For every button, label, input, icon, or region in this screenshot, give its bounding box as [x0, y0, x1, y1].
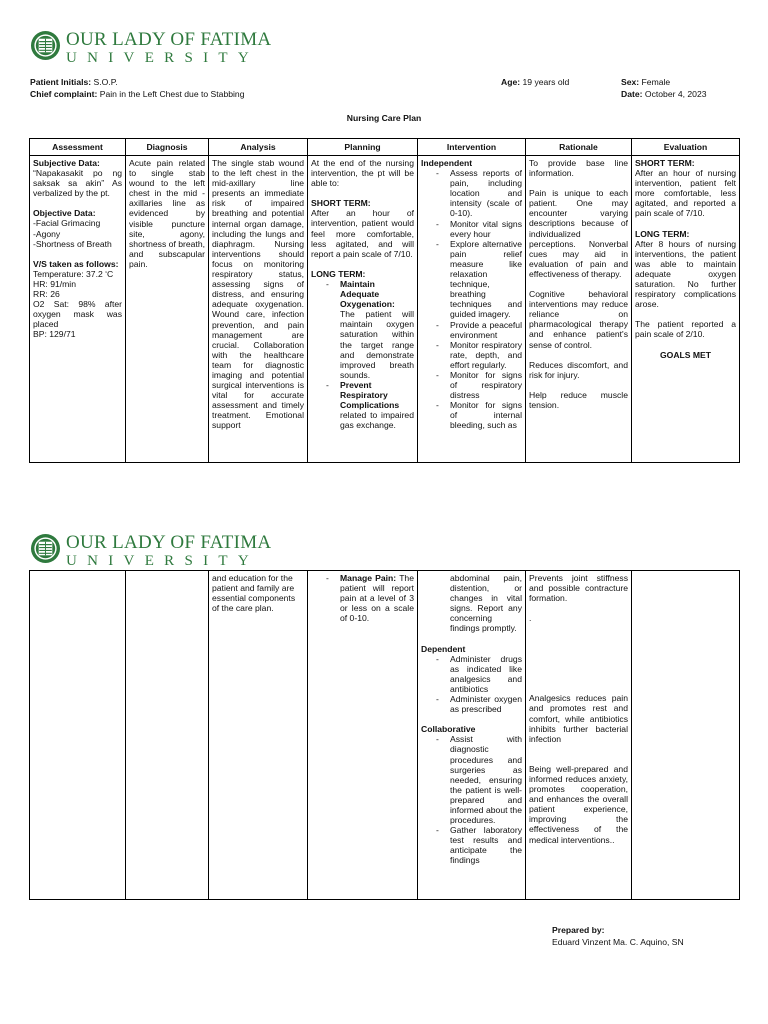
rationale-item: Cognitive behavioral interventions may reduce reliance on pharmacological therapy and enhance patient's sense of control. [529, 289, 628, 350]
objective-label: Objective Data: [33, 208, 96, 219]
rationale-cell [526, 571, 632, 900]
planning-goal-title: - Maintain Adequate Oxygenation: [340, 278, 395, 310]
planning-cell [308, 571, 418, 900]
planning-goal [326, 380, 414, 430]
planning-goal [326, 279, 414, 380]
age-row [501, 77, 569, 87]
col-header-planning: Planning [308, 139, 418, 156]
prepared-by-label: Prepared by: [552, 925, 605, 935]
col-header-diagnosis: Diagnosis [126, 139, 209, 156]
rationale-item: Prevents joint stiffness and possible contracture formation. [529, 573, 628, 604]
evaluation-report-text: The patient reported a pain scale of 2/10. [635, 319, 736, 340]
subjective-text: “Napakasakit po ng saksak sa akin” As verbalized by the pt. [33, 168, 122, 199]
evaluation-short-term-label: SHORT TERM: [635, 158, 695, 168]
diagnosis-text: Acute pain related to single stab wound to the left chest in the mid - axillaries line as evidenced by visible puncture site, agony, shortness of breath, and subscapular pain. [129, 158, 205, 269]
planning-goal-title: Manage Pain: [340, 573, 397, 583]
vital-signs-label: V/S taken as follows: [33, 258, 119, 269]
university-seal-icon [30, 533, 61, 564]
planning-cell [308, 156, 418, 463]
planning-intro: At the end of the nursing intervention, the pt will be able to: [311, 158, 414, 189]
rationale-item: Being well-prepared and informed reduces anxiety, promotes cooperation, and enhances the overall patient experience, improving the effectiveness of the medical interventions.. [529, 763, 628, 845]
assessment-cell [30, 156, 126, 463]
prepared-by-name: Eduard Vinzent Ma. C. Aquino, SN [552, 936, 684, 947]
date-row [621, 89, 707, 99]
rationale-item: To provide base line information. [529, 158, 628, 179]
chief-complaint-label: Chief complaint: [30, 89, 98, 99]
intervention-item: - Administer oxygen as prescribed [436, 694, 522, 714]
col-header-evaluation: Evaluation [632, 139, 740, 156]
analysis-cell [209, 571, 308, 900]
col-header-analysis: Analysis [209, 139, 308, 156]
university-logo [30, 30, 271, 67]
university-name-line1: OUR LADY OF FATIMA [66, 29, 272, 50]
care-plan-table-1 [29, 138, 740, 463]
dependent-label: Dependent [421, 643, 466, 654]
subjective-label: Subjective Data: [33, 158, 100, 168]
planning-short-term-text: After an hour of intervention, patient would feel more comfortable, less agitated, and will report a pain scale of 7/10. [311, 208, 414, 259]
rationale-item: Pain is unique to each patient. One may encounter varying descriptions because of individualized perceptions. Nonverbal cues may aid in evaluation of pain and effectiveness of therapy. [529, 188, 628, 279]
vital-sign-item: BP: 129/71 [33, 329, 76, 340]
rationale-item: Analgesics reduces pain and promotes rest and comfort, while antibiotics inhibits further bacterial infection [529, 693, 628, 744]
rationale-item: . [529, 613, 532, 624]
university-name-line2: UNIVERSITY [66, 553, 259, 569]
university-name-line1: OUR LADY OF FATIMA [66, 532, 272, 553]
table-row [30, 156, 740, 463]
university-name-line2: UNIVERSITY [66, 50, 259, 66]
intervention-item: - Assist with diagnostic procedures and surgeries as needed, ensuring the patient is well-prepared and informed about the procedures. [436, 734, 522, 825]
assessment-cell [30, 571, 126, 900]
patient-initials-row [30, 77, 118, 87]
rationale-cell [526, 156, 632, 463]
goals-met-label: GOALS MET [659, 349, 712, 360]
intervention-item: - Monitor respiratory rate, depth, and effort regularly. [436, 340, 522, 370]
objective-item: -Facial Grimacing [33, 218, 101, 229]
patient-initials-label: Patient Initials: [30, 77, 92, 87]
planning-goal [326, 573, 414, 623]
university-seal-icon [30, 30, 61, 61]
evaluation-short-term-text: After an hour of nursing intervention, patient felt more comfortable, less agitated, and reported a pain scale of 7/10. [635, 168, 736, 219]
planning-long-term-label: LONG TERM: [311, 268, 366, 279]
vital-sign-item: Temperature: 37.2 ‘C [33, 268, 114, 279]
date-label: Date: [621, 89, 643, 99]
rationale-item: Reduces discomfort, and risk for injury. [529, 359, 628, 380]
age-value: 19 years old [522, 77, 570, 87]
intervention-item: - Assess reports of pain, including location and intensity (scale of 0-10). [436, 168, 522, 218]
table-row [30, 571, 740, 900]
sex-label: Sex: [621, 77, 640, 87]
evaluation-long-term-label: LONG TERM: [635, 228, 690, 239]
patient-info [30, 77, 750, 103]
diagnosis-cell [126, 156, 209, 463]
patient-initials: S.O.P. [93, 77, 118, 87]
date-value: October 4, 2023 [644, 89, 707, 99]
vital-sign-item: RR: 26 [33, 289, 60, 300]
evaluation-cell [632, 156, 740, 463]
care-plan-table-2 [29, 570, 740, 900]
intervention-item: - Provide a peaceful environment [436, 320, 522, 340]
evaluation-cell [632, 571, 740, 900]
planning-goal-text: The patient will report pain at a level of 3 or less on a scale of 0-10. [340, 573, 414, 624]
vital-sign-item: O2 Sat: 98% after oxygen mask was placed [33, 299, 122, 330]
intervention-item: - Monitor for signs of respiratory distress [436, 370, 522, 400]
sex-row [621, 77, 670, 87]
col-header-rationale: Rationale [526, 139, 632, 156]
intervention-continued: abdominal pain, distention, or changes in vital signs. Report any concerning findings promptly. [450, 573, 522, 634]
analysis-text: The single stab wound to the left chest in the mid-axillary line presents an immediate risk of impaired breathing and potential internal organ damage, including the lungs and diaphragm. Nursing interventions should focus on monitoring respiratory status, assessing signs of distress, and ensuring adequate oxygenation. Wound care, infection prevention, and pain management are crucial. Collaboration with the healthcare team for diagnostic imaging and potential surgical interventions is vital for accurate assessment and timely treatment. Emotional support [212, 158, 304, 431]
intervention-item: - Gather laboratory test results and anticipate the findings [436, 825, 522, 865]
analysis-text: and education for the patient and family are essential components of the care plan. [212, 573, 296, 614]
rationale-item: Help reduce muscle tension. [529, 389, 628, 410]
collaborative-label: Collaborative [421, 724, 476, 735]
university-logo [30, 533, 271, 570]
evaluation-long-term-text: After 8 hours of nursing interventions, the patient was able to maintain adequate oxygen saturation. No further respiratory complications arose. [635, 238, 736, 310]
chief-complaint-row [30, 89, 244, 99]
intervention-item: - Explore alternative pain relief measure like relaxation technique, breathing techniques and guided imagery. [436, 239, 522, 320]
objective-item: -Shortness of Breath [33, 238, 112, 249]
objective-item: -Agony [33, 228, 61, 239]
independent-label: Independent [421, 158, 473, 168]
planning-goal-text: The patient will maintain oxygen saturation within the target range and demonstrate improved breath sounds. [340, 309, 414, 380]
intervention-item: - Monitor vital signs every hour [436, 219, 522, 239]
intervention-cell [418, 571, 526, 900]
page-title: Nursing Care Plan [346, 113, 422, 123]
diagnosis-cell [126, 571, 209, 900]
intervention-cell [418, 156, 526, 463]
col-header-intervention: Intervention [418, 139, 526, 156]
planning-goal-title: - Prevent Respiratory Complications [340, 379, 400, 411]
planning-short-term-label: SHORT TERM: [311, 198, 371, 209]
col-header-assessment: Assessment [30, 139, 126, 156]
analysis-cell [209, 156, 308, 463]
planning-goal-text: related to impaired gas exchange. [340, 410, 414, 431]
prepared-by [552, 925, 684, 948]
sex-value: Female [641, 77, 671, 87]
intervention-item: - Administer drugs as indicated like analgesics and antibiotics [436, 654, 522, 694]
table-header-row [30, 139, 740, 156]
vital-sign-item: HR: 91/min [33, 278, 76, 289]
age-label: Age: [501, 77, 521, 87]
intervention-item: - Monitor for signs of internal bleeding, such as [436, 400, 522, 430]
chief-complaint: Pain in the Left Chest due to Stabbing [99, 89, 245, 99]
